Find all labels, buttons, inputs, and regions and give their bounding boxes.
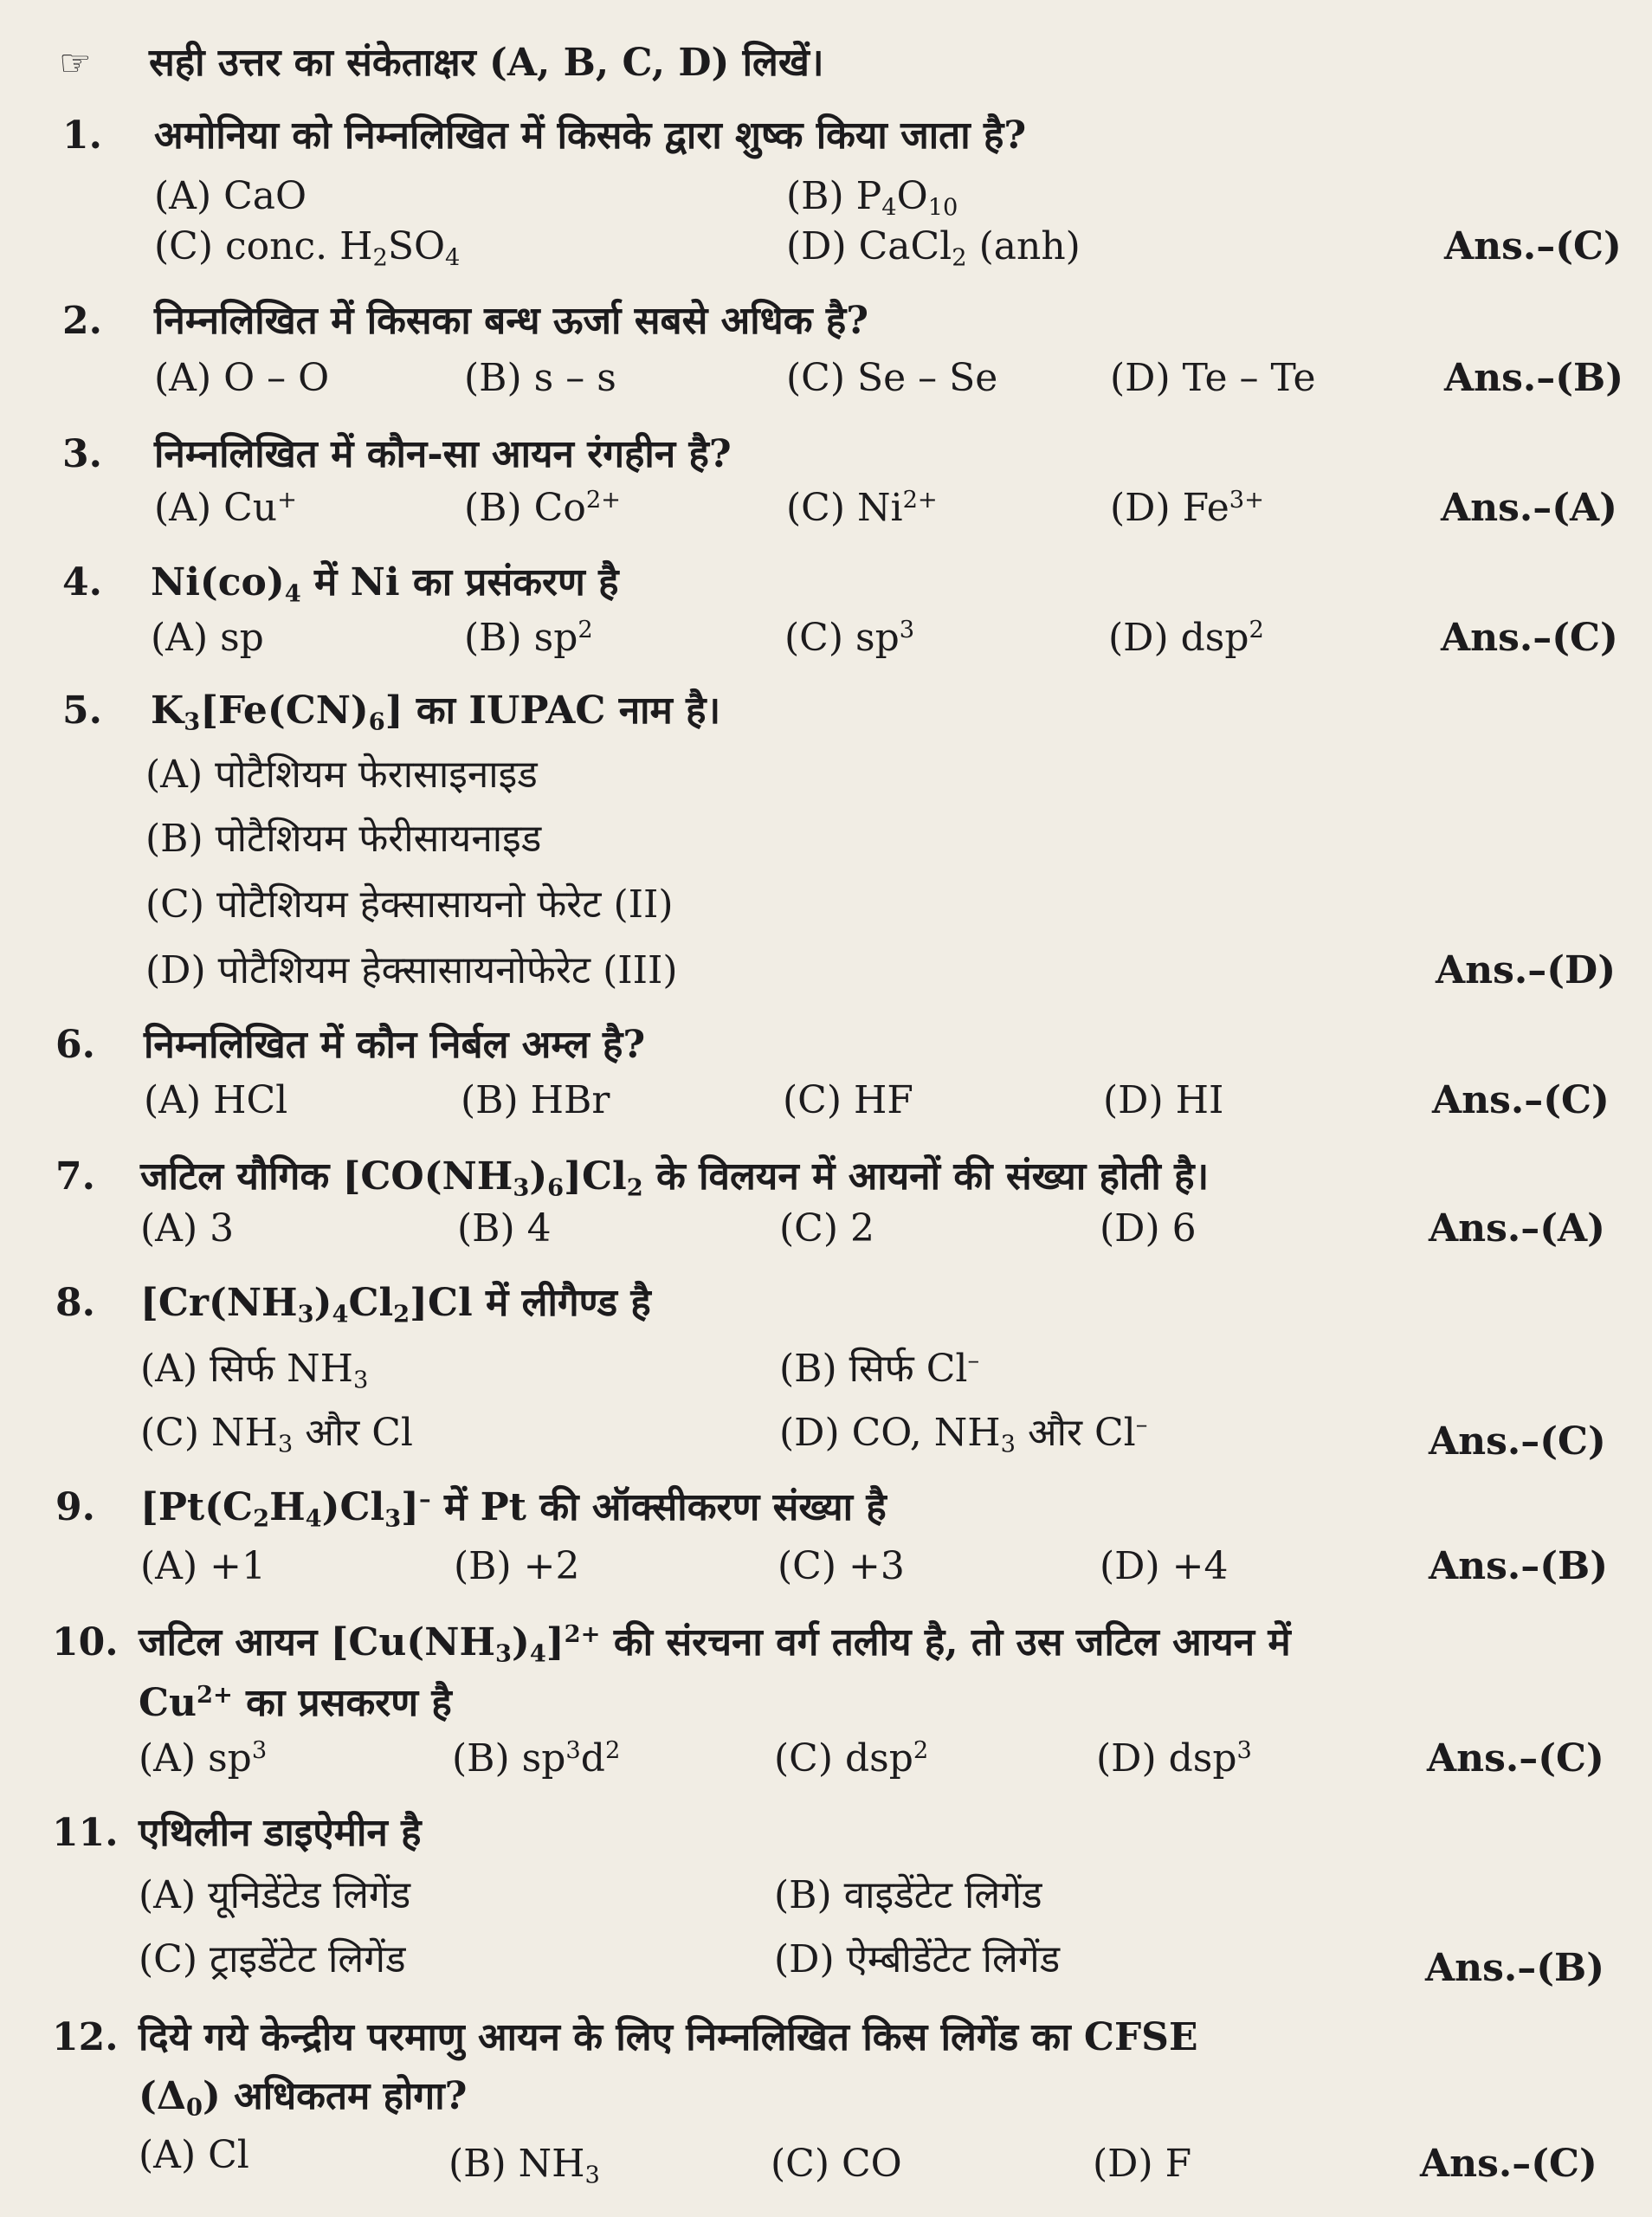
question-9	[0, 1477, 1652, 1538]
question-text: $K_3[Fe(CN)_6]$ का IUPAC नाम है।	[151, 688, 721, 736]
option-d: (D) $Fe^{3+}$	[1110, 486, 1264, 530]
question-number: 1.	[62, 113, 102, 158]
answer-label: Ans.–(C)	[1427, 1736, 1604, 1781]
option-d: (D) ऐम्बीडेंटेट लिगेंड	[774, 1937, 1061, 1981]
option-b: (B) सिर्फ Cl–	[779, 1347, 980, 1391]
options-row	[0, 1339, 1652, 1399]
option-c: (C) HF	[783, 1078, 913, 1122]
options-row	[0, 478, 1652, 539]
pointing-hand-icon: ☞	[59, 42, 92, 84]
answer-label: Ans.–(C)	[1432, 1078, 1610, 1122]
answer-label: Ans.–(C)	[1420, 2142, 1597, 2186]
option-d: (D) Te – Te	[1110, 356, 1316, 400]
question-number: 12.	[52, 2015, 119, 2059]
option-c: (C) $Ni^{2+}$	[786, 486, 938, 530]
option-b: (B) HBr	[461, 1078, 610, 1122]
answer-label: Ans.–(B)	[1425, 1946, 1605, 1990]
question-3	[0, 424, 1652, 485]
options-row	[0, 1070, 1652, 1131]
question-number: 11.	[52, 1811, 119, 1855]
options-row	[0, 1199, 1652, 1259]
options-row	[0, 1729, 1652, 1789]
options-row	[0, 217, 1652, 277]
option-b: (B) $sp^2$	[464, 616, 593, 660]
option-c: (C) Se – Se	[786, 356, 998, 400]
question-6	[0, 1015, 1652, 1076]
answer-label: Ans.–(A)	[1429, 1206, 1605, 1251]
option-c: (C) $sp^3$	[784, 616, 915, 660]
answer-label: Ans.–(B)	[1444, 356, 1624, 400]
answer-label: Ans.–(D)	[1436, 948, 1617, 992]
option-b: (B) $NH_3$	[448, 2142, 600, 2189]
option-a: (A) Cu+	[154, 486, 297, 530]
answer-label: Ans.–(C)	[1441, 616, 1618, 660]
question-text: जटिल आयन $[Cu(NH_3)_4]^{2+}$ की संरचना वर्ग तलीय है, तो उस जटिल आयन में	[139, 1620, 1291, 1668]
options-row	[0, 1536, 1652, 1597]
option-d: (D) 6	[1100, 1206, 1197, 1251]
option-a: (A) $sp^3$	[139, 1736, 268, 1781]
options-row	[0, 348, 1652, 409]
option-d: (D) +4	[1100, 1544, 1229, 1588]
option-d: (D) CaCl$_2$ (anh)	[786, 224, 1081, 272]
question-number: 8.	[55, 1281, 95, 1325]
option-b: (B) +2	[454, 1544, 580, 1588]
options-row	[0, 1403, 1652, 1464]
options-row	[0, 608, 1652, 669]
question-8	[0, 1273, 1652, 1334]
answer-label: Ans.–(C)	[1444, 224, 1622, 268]
option-b: (B) s – s	[464, 356, 616, 400]
question-4	[0, 553, 1652, 613]
option-d: (D) पोटैशियम हेक्सासायनोफेरेट (III)	[145, 948, 678, 992]
question-number: 7.	[55, 1154, 95, 1199]
option-d: (D) F	[1093, 2142, 1192, 2186]
option-a: (A) यूनिडेंटेड लिगेंड	[139, 1873, 411, 1917]
question-text: अमोनिया को निम्नलिखित में किसके द्वारा शुष्क किया जाता है?	[154, 113, 1027, 158]
answer-label: Ans.–(C)	[1429, 1419, 1606, 1464]
option-b: (B) वाइडेंटेट लिगेंड	[774, 1873, 1042, 1917]
instruction-text: सही उत्तर का संकेताक्षर (A, B, C, D) लिखें।	[149, 41, 824, 85]
question-number: 6.	[55, 1023, 95, 1067]
question-1	[0, 106, 1652, 166]
option-a: (A) O – O	[154, 356, 330, 400]
question-5	[0, 681, 1652, 741]
option-d: (D) dsp$^3$	[1096, 1736, 1252, 1781]
option-b: (B) 4	[457, 1206, 552, 1251]
option-c: (C) CO	[771, 2142, 902, 2186]
options-row	[0, 1865, 1652, 1926]
option-b: (B) पोटैशियम फेरीसायनाइड	[145, 817, 542, 861]
question-text: $[Pt(C_2H_4)Cl_3]^-$ में Pt की ऑक्सीकरण संख्या है	[140, 1485, 887, 1533]
options-row	[0, 809, 1652, 869]
option-a: (A) sp	[151, 616, 264, 660]
option-d: (D) dsp$^2$	[1108, 616, 1264, 660]
option-a: (A) +1	[140, 1544, 266, 1588]
question-text: निम्नलिखित में किसका बन्ध ऊर्जा सबसे अधिक है?	[154, 299, 868, 343]
question-number: 2.	[62, 299, 102, 343]
option-b: (B) $Co^{2+}$	[464, 486, 622, 530]
question-number: 9.	[55, 1485, 95, 1529]
instruction-line	[0, 33, 1652, 94]
question-number: 3.	[62, 432, 102, 476]
question-2	[0, 291, 1652, 352]
question-10	[0, 1613, 1652, 1673]
option-c: (C) conc. $H_2SO_4$	[154, 224, 461, 272]
option-b: (B) $sp^3d^2$	[452, 1736, 621, 1781]
question-text: $Ni(co)_4$ में Ni का प्रसंकरण है	[151, 560, 619, 608]
option-a: (A) HCl	[144, 1078, 288, 1122]
question-text-continued: $Cu^{2+}$ का प्रसकरण है	[139, 1681, 452, 1725]
question-text-continued: $(\Delta_0)$ अधिकतम होगा?	[139, 2074, 468, 2122]
option-c: (C) पोटैशियम हेक्सासायनो फेरेट (II)	[145, 882, 674, 927]
question-text: जटिल यौगिक $[CO(NH_3)_6]Cl_2$ के विलयन में आयनों की संख्या होती है।	[140, 1154, 1210, 1202]
question-text: निम्नलिखित में कौन निर्बल अम्ल है?	[144, 1023, 646, 1067]
option-d: (D) CO, $NH_3$ और Cl–	[779, 1411, 1148, 1458]
question-10-continued	[0, 1673, 1652, 1734]
answer-label: Ans.–(A)	[1441, 486, 1617, 530]
question-text: निम्नलिखित में कौन-सा आयन रंगहीन है?	[154, 432, 732, 476]
option-a: (A) 3	[140, 1206, 235, 1251]
options-row	[0, 875, 1652, 935]
question-text: दिये गये केन्द्रीय परमाणु आयन के लिए निम्नलिखित किस लिगेंड का CFSE	[139, 2015, 1198, 2059]
option-c: (C) +3	[778, 1544, 905, 1588]
answer-label: Ans.–(B)	[1429, 1544, 1609, 1588]
option-a: (A) Cl	[139, 2133, 249, 2177]
option-a: (A) CaO	[154, 174, 307, 218]
question-text: एथिलीन डाइऐमीन है	[139, 1811, 422, 1855]
option-a: (A) पोटैशियम फेरासाइनाइड	[145, 753, 538, 797]
option-c: (C) $NH_3$ और Cl	[140, 1411, 413, 1458]
option-c: (C) 2	[779, 1206, 874, 1251]
question-number: 4.	[62, 560, 102, 604]
option-a: (A) सिर्फ $NH_3$	[140, 1347, 369, 1394]
option-c: (C) ट्राइडेंटेट लिगेंड	[139, 1937, 406, 1981]
options-row	[0, 745, 1652, 805]
options-row	[0, 2125, 1652, 2189]
question-11	[0, 1803, 1652, 1864]
question-number: 10.	[52, 1620, 119, 1664]
question-12-continued	[0, 2066, 1652, 2127]
option-b: (B) $P_4O_{10}$	[786, 174, 958, 222]
options-row	[0, 1929, 1652, 1990]
option-d: (D) HI	[1103, 1078, 1224, 1122]
question-text: $[Cr(NH_3)_4Cl_2]Cl$ में लीगैण्ड है	[140, 1281, 651, 1328]
option-c: (C) dsp$^2$	[774, 1736, 929, 1781]
question-number: 5.	[62, 688, 102, 733]
question-12	[0, 2007, 1652, 2068]
options-row	[0, 940, 1652, 1001]
